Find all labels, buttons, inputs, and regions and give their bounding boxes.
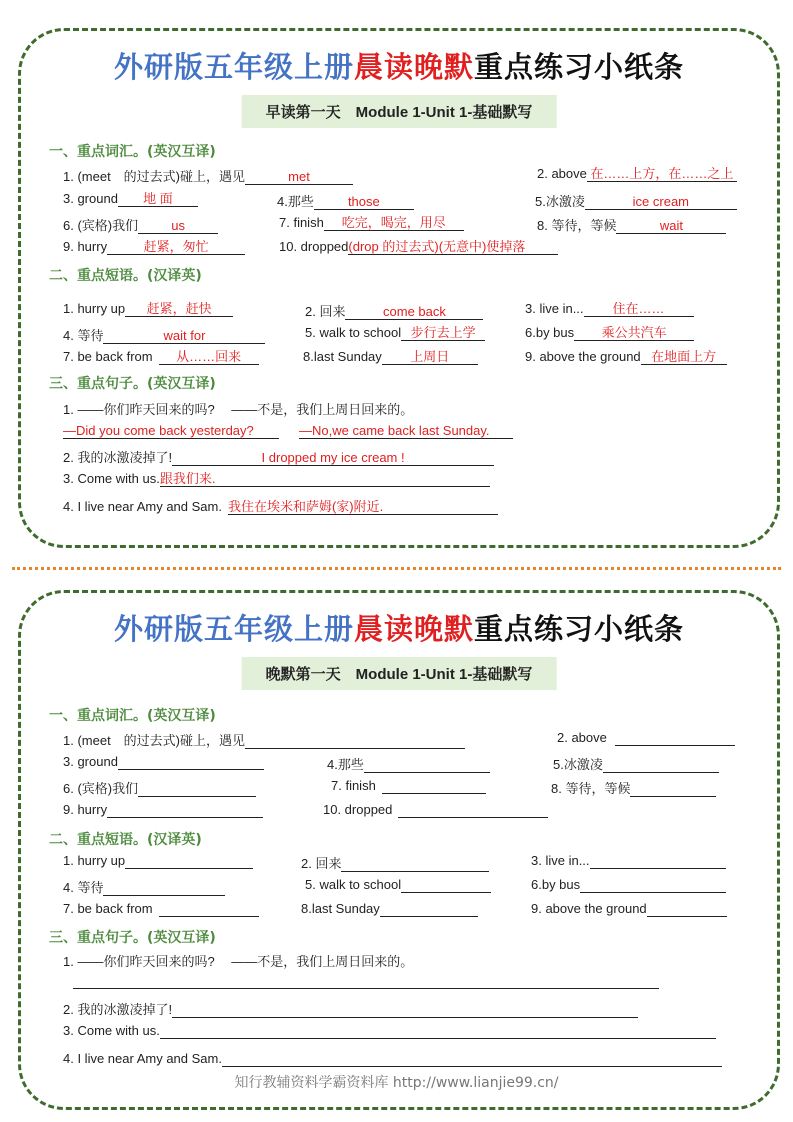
phrase-answer: 从……回来 — [159, 349, 259, 365]
phrase-question: 5. walk to school — [305, 877, 402, 892]
phrase-answer: 乘公共汽车 — [574, 325, 694, 341]
vocab-question: 2. above — [557, 730, 607, 745]
answer-blank[interactable] — [118, 754, 264, 770]
phrase-item — [63, 301, 233, 317]
vocab-question: 6. (宾格)我们 — [63, 781, 139, 796]
section-heading-vocabulary: 一、重点词汇。(英汉互译) — [49, 708, 216, 724]
answer-blank[interactable] — [603, 757, 719, 773]
phrase-item — [63, 877, 225, 896]
sentence-item — [63, 1051, 722, 1067]
phrase-question: 2. 回来 — [305, 304, 346, 319]
phrase-question: 1. hurry up — [63, 301, 126, 316]
vocab-item — [537, 166, 737, 182]
vocab-item — [63, 166, 353, 185]
sentence-question: 1. ——你们昨天回来的吗? ——不是，我们上周日回来的。 — [63, 402, 414, 417]
vocab-question: 5.冰激凌 — [553, 757, 603, 772]
vocab-item — [537, 215, 726, 234]
vocab-item — [551, 778, 716, 797]
phrase-item — [525, 349, 727, 365]
vocab-question: 1. (meet 的过去式)碰上，遇见 — [63, 169, 246, 184]
phrase-question: 2. 回来 — [301, 856, 342, 871]
vocab-answer: 在……上方，在……之上 — [587, 166, 737, 182]
sentence-item — [63, 499, 498, 515]
vocab-item — [323, 802, 548, 818]
vocab-item — [63, 730, 465, 749]
phrase-question: 4. 等待 — [63, 880, 104, 895]
answer-blank[interactable] — [630, 781, 716, 797]
phrase-question: 4. 等待 — [63, 328, 104, 343]
vocab-item — [535, 191, 737, 210]
sentence-answer: —Did you come back yesterday? — [63, 423, 279, 439]
answer-blank[interactable] — [160, 1023, 716, 1039]
vocab-item — [279, 215, 464, 231]
vocab-question: 3. ground — [63, 191, 118, 206]
sentence-question: 2. 我的冰激凌掉了! — [63, 1002, 173, 1017]
phrase-question: 9. above the ground — [525, 349, 641, 364]
answer-blank[interactable] — [590, 853, 726, 869]
phrase-question: 6.by bus — [531, 877, 581, 892]
phrase-item — [301, 853, 489, 872]
title-part-highlight: 晨读晚默 — [353, 50, 474, 84]
answer-blank[interactable] — [341, 856, 489, 872]
vocab-answer: 地 面 — [118, 191, 198, 207]
sentence-question: 3. Come with us. — [63, 471, 160, 486]
vocab-answer: wait — [616, 218, 726, 234]
footer-watermark: 知行教辅资料学霸资料库 http://www.lianjie99.cn/ — [234, 1075, 559, 1091]
sentence-question: 3. Come with us. — [63, 1023, 160, 1038]
vocab-question: 4.那些 — [277, 194, 314, 209]
vocab-item — [331, 778, 486, 794]
vocab-answer: 吃完，喝完，用尽 — [324, 215, 464, 231]
phrase-item — [525, 301, 694, 317]
phrase-item — [63, 901, 259, 917]
vocab-question: 10. dropped — [323, 802, 393, 817]
sentence-answer: 跟我们来. — [160, 471, 490, 487]
title-part-grade: 外研版五年级上册 — [113, 50, 354, 84]
phrase-item — [63, 349, 259, 365]
vocab-question: 9. hurry — [63, 239, 108, 254]
answer-blank[interactable] — [401, 877, 491, 893]
vocab-item — [63, 778, 256, 797]
phrase-item — [303, 349, 478, 365]
phrase-item — [305, 301, 483, 320]
sentence-question: 4. I live near Amy and Sam. — [63, 499, 222, 514]
phrase-answer: 住在…… — [584, 301, 694, 317]
answer-blank[interactable] — [380, 901, 478, 917]
vocab-question: 3. ground — [63, 754, 118, 769]
vocab-item — [63, 215, 218, 234]
answer-blank[interactable] — [382, 778, 486, 794]
phrase-item — [63, 853, 253, 869]
vocab-question: 7. finish — [331, 778, 376, 793]
sentence-question: 1. ——你们昨天回来的吗? ——不是，我们上周日回来的。 — [63, 954, 414, 969]
phrase-item — [525, 325, 694, 341]
title-part-highlight: 晨读晚默 — [353, 612, 474, 646]
vocab-question: 7. finish — [279, 215, 324, 230]
answer-blank[interactable] — [125, 853, 253, 869]
vocab-answer: us — [138, 218, 218, 234]
answer-blank[interactable] — [159, 901, 259, 917]
phrase-item — [531, 877, 726, 893]
phrase-question: 8.last Sunday — [303, 349, 382, 364]
sentence-item — [73, 973, 659, 989]
answer-blank[interactable] — [172, 1002, 638, 1018]
phrase-item — [305, 877, 491, 893]
phrase-answer: come back — [345, 304, 483, 320]
phrase-answer: 上周日 — [382, 349, 478, 365]
phrase-item — [63, 325, 265, 344]
vocab-answer: ice cream — [585, 194, 737, 210]
vocab-item — [557, 730, 735, 746]
answer-blank[interactable] — [107, 802, 263, 818]
vocab-question: 8. 等待，等候 — [537, 218, 617, 233]
sentence-question: 2. 我的冰激凌掉了! — [63, 450, 173, 465]
phrase-question: 9. above the ground — [531, 901, 647, 916]
phrase-question: 3. live in... — [525, 301, 584, 316]
section-heading-sentences: 三、重点句子。(英汉互译) — [49, 930, 216, 946]
phrase-item — [305, 325, 485, 341]
phrase-question: 6.by bus — [525, 325, 575, 340]
vocab-answer: those — [314, 194, 414, 210]
sentence-item — [63, 447, 494, 466]
answer-blank[interactable] — [245, 733, 465, 749]
sentence-question: 4. I live near Amy and Sam. — [63, 1051, 222, 1066]
phrase-answer: wait for — [103, 328, 265, 344]
page-title — [21, 607, 777, 648]
section-heading-phrases: 二、重点短语。(汉译英) — [49, 832, 202, 848]
answer-blank[interactable] — [222, 1051, 722, 1067]
answer-blank[interactable] — [615, 730, 735, 746]
phrase-question: 7. be back from — [63, 349, 153, 364]
sentence-answer: 我住在埃米和萨姆(家)附近. — [228, 499, 498, 515]
vocab-question: 9. hurry — [63, 802, 108, 817]
vocab-answer: (drop 的过去式)(无意中)使掉落 — [348, 239, 558, 255]
answer-blank[interactable] — [398, 802, 548, 818]
subtitle-banner: 早读第一天 Module 1-Unit 1-基础默写 — [242, 95, 557, 128]
page-title — [21, 45, 777, 86]
vocab-answer: met — [245, 169, 353, 185]
phrase-question: 1. hurry up — [63, 853, 126, 868]
vocab-item — [63, 191, 198, 207]
phrase-item — [301, 901, 478, 917]
vocab-item — [553, 754, 719, 773]
phrase-question: 3. live in... — [531, 853, 590, 868]
phrase-question: 5. walk to school — [305, 325, 402, 340]
subtitle-banner: 晚默第一天 Module 1-Unit 1-基础默写 — [242, 657, 557, 690]
phrase-answer: 在地面上方 — [641, 349, 727, 365]
title-part-grade: 外研版五年级上册 — [113, 612, 354, 646]
dotted-separator — [12, 567, 781, 570]
section-heading-phrases: 二、重点短语。(汉译英) — [49, 268, 202, 284]
sentence-item — [63, 423, 513, 439]
vocab-item — [63, 754, 264, 770]
vocab-question: 2. above — [537, 166, 587, 181]
sentence-answer: —No,we came back last Sunday. — [299, 423, 513, 439]
evening-dictation-card — [18, 590, 780, 1110]
sentence-answer: I dropped my ice cream ! — [172, 450, 494, 466]
vocab-question: 6. (宾格)我们 — [63, 218, 139, 233]
phrase-answer: 步行去上学 — [401, 325, 485, 341]
phrase-item — [531, 901, 727, 917]
answer-blank[interactable] — [103, 880, 225, 896]
vocab-question: 4.那些 — [327, 757, 364, 772]
phrase-item — [531, 853, 726, 869]
phrase-question: 7. be back from — [63, 901, 153, 916]
phrase-answer: 赶紧，赶快 — [125, 301, 233, 317]
vocab-item — [63, 239, 245, 255]
answer-blank[interactable] — [364, 757, 490, 773]
answer-blank[interactable] — [73, 973, 659, 989]
answer-blank[interactable] — [138, 781, 256, 797]
title-part-rest: 重点练习小纸条 — [474, 612, 685, 646]
phrase-question: 8.last Sunday — [301, 901, 380, 916]
sentence-item — [63, 999, 638, 1018]
answer-blank[interactable] — [647, 901, 727, 917]
answer-blank[interactable] — [580, 877, 726, 893]
vocab-item — [279, 239, 558, 255]
title-part-rest: 重点练习小纸条 — [474, 50, 685, 84]
vocab-item — [277, 191, 414, 210]
vocab-question: 8. 等待，等候 — [551, 781, 631, 796]
section-heading-vocabulary: 一、重点词汇。(英汉互译) — [49, 144, 216, 160]
vocab-answer: 赶紧，匆忙 — [107, 239, 245, 255]
vocab-question: 10. dropped — [279, 239, 349, 254]
sentence-item — [63, 471, 490, 487]
vocab-question: 1. (meet 的过去式)碰上，遇见 — [63, 733, 246, 748]
sentence-item — [63, 1023, 716, 1039]
vocab-question: 5.冰激凌 — [535, 194, 585, 209]
section-heading-sentences: 三、重点句子。(英汉互译) — [49, 376, 216, 392]
morning-reading-card — [18, 28, 780, 548]
vocab-item — [63, 802, 263, 818]
vocab-item — [327, 754, 490, 773]
